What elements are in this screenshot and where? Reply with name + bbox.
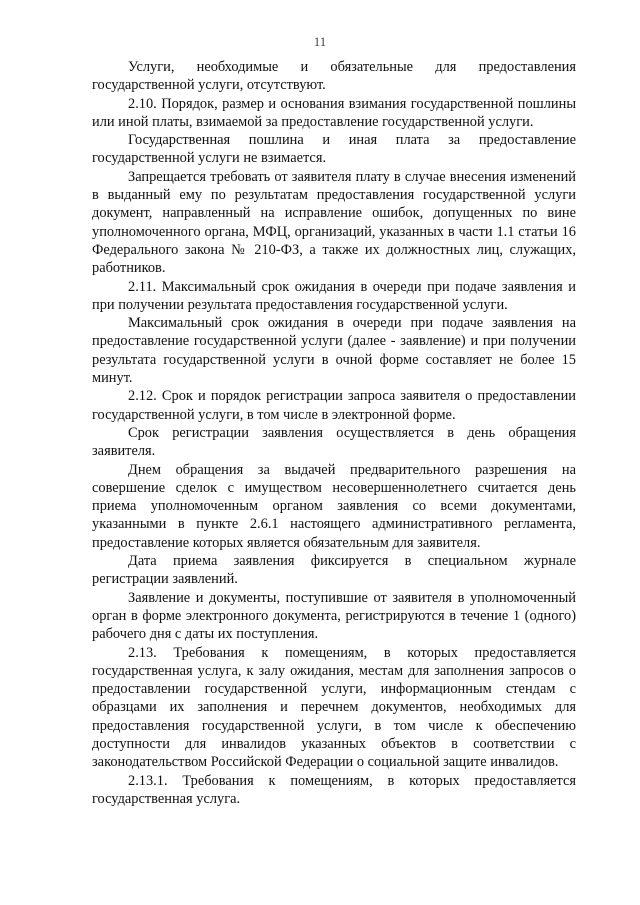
document-body — [92, 58, 576, 808]
paragraph: Максимальный срок ожидания в очереди при подаче заявления на предоставление государственной услуги (далее - заявление) и при получении результата государственной услуги в очной форме составляет не более 15 минут. — [92, 315, 576, 387]
page-number: 11 — [313, 34, 327, 49]
paragraph: Заявление и документы, поступившие от заявителя в уполномоченный орган в форме электронного документа, регистрируются в течение 1 (одного) рабочего дня с даты их поступления. — [92, 589, 576, 643]
paragraph: 2.13. Требования к помещениям, в которых предоставляется государственная услуга, к залу ожидания, местам для заполнения запросов о предоставлении государственной услуги, информационным стендам с образцами их заполнения и перечнем документов, необходимых для предоставления государственной услуги, в том числе к обеспечению доступности для инвалидов указанных объектов в соответствии с законодательством Российской Федерации о социальной защите инвалидов. — [92, 644, 576, 771]
paragraph: Днем обращения за выдачей предварительного разрешения на совершение сделок с имуществом несовершеннолетнего считается день приема уполномоченным органом заявления со всеми документами, указанными в пункте 2.6.1 настоящего административного регламента, предоставление которых является обязательным для заявителя. — [92, 461, 576, 551]
paragraph: 2.11. Максимальный срок ожидания в очереди при подаче заявления и при получении результата предоставления государственной услуги. — [92, 278, 576, 313]
paragraph: Срок регистрации заявления осуществляется в день обращения заявителя. — [92, 424, 576, 460]
paragraph: Дата приема заявления фиксируется в специальном журнале регистрации заявлений. — [92, 553, 576, 588]
paragraph: Государственная пошлина и иная плата за предоставление государственной услуги не взимается. — [92, 132, 576, 167]
paragraph: 2.12. Срок и порядок регистрации запроса заявителя о предоставлении государственной услуги, в том числе в электронной форме. — [92, 388, 576, 423]
paragraph: 2.10. Порядок, размер и основания взимания государственной пошлины или иной платы, взимаемой за предоставление государственной услуги. — [92, 95, 576, 130]
paragraph: Запрещается требовать от заявителя плату в случае внесения изменений в выданный ему по результатам предоставления государственной услуги документ, направленный на исправление ошибок, допущенных по вине уполномоченного органа, МФЦ, организаций, указанных в части 1.1 статьи 16 Федерального закона № 210-ФЗ, а также их должностных лиц, служащих, работников. — [92, 168, 576, 277]
paragraph: Услуги, необходимые и обязательные для предоставления государственной услуги, отсутствуют. — [92, 59, 576, 94]
paragraph: 2.13.1. Требования к помещениям, в которых предоставляется государственная услуга. — [92, 772, 576, 807]
